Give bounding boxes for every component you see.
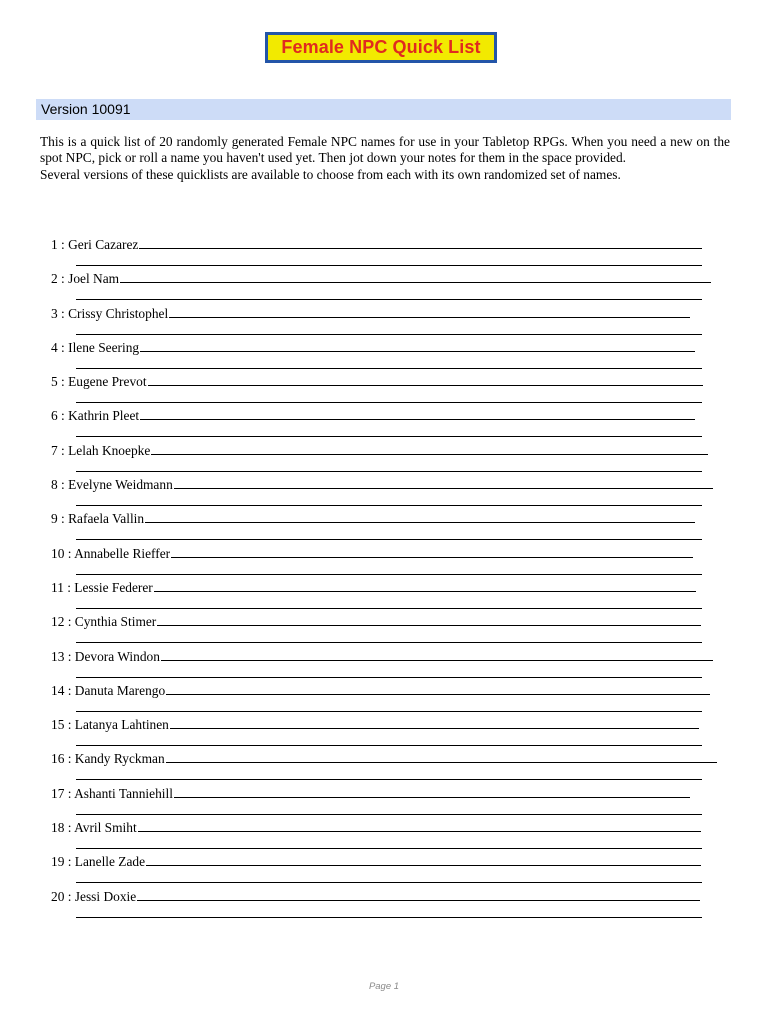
- note-line[interactable]: [161, 648, 713, 661]
- intro-paragraph-2: Several versions of these quicklists are available to choose from each with its own randomized set of names.: [40, 166, 621, 182]
- list-item: [51, 785, 731, 819]
- note-line[interactable]: [140, 407, 695, 420]
- list-item: [51, 682, 731, 716]
- list-item: [51, 579, 731, 613]
- note-line[interactable]: [76, 882, 702, 883]
- note-line[interactable]: [120, 270, 711, 283]
- npc-name: 1 : Geri Cazarez: [51, 237, 139, 252]
- npc-name: 15 : Latanya Lahtinen: [51, 717, 169, 733]
- note-line[interactable]: [76, 677, 702, 678]
- npc-name: 7 : Lelah Knoepke: [51, 442, 151, 458]
- version-bar: Version 10091: [36, 99, 731, 120]
- npc-entry-line: [51, 545, 693, 562]
- note-line[interactable]: [76, 608, 702, 609]
- note-line[interactable]: [148, 373, 703, 386]
- list-item: [51, 545, 731, 579]
- npc-entry-line: [51, 407, 695, 424]
- note-line[interactable]: [76, 745, 702, 746]
- title-box: [265, 32, 497, 63]
- list-item: [51, 648, 731, 682]
- npc-entry-line: [51, 716, 699, 733]
- list-item: [51, 339, 731, 373]
- npc-name: 6 : Kathrin Pleet: [51, 408, 140, 424]
- note-line[interactable]: [76, 779, 702, 780]
- list-item: [51, 476, 731, 510]
- npc-entry-line: [51, 236, 702, 253]
- npc-entry-line: [51, 373, 703, 390]
- note-line[interactable]: [137, 888, 700, 901]
- note-line[interactable]: [171, 545, 693, 558]
- list-item: [51, 373, 731, 407]
- note-line[interactable]: [76, 334, 702, 335]
- note-line[interactable]: [146, 853, 701, 866]
- npc-name: 18 : Avril Smiht: [51, 820, 137, 836]
- npc-name: 11 : Lessie Federer: [51, 579, 153, 595]
- list-item: [51, 407, 731, 441]
- list-item: [51, 442, 731, 476]
- note-line[interactable]: [76, 368, 702, 369]
- npc-name: 20 : Jessi Doxie: [51, 888, 137, 904]
- note-line[interactable]: [166, 682, 710, 695]
- note-line[interactable]: [174, 476, 713, 489]
- note-line[interactable]: [76, 265, 702, 266]
- list-item: [51, 853, 731, 887]
- npc-name: 10 : Annabelle Rieffer: [51, 545, 171, 561]
- intro-text: [40, 134, 730, 183]
- note-line[interactable]: [145, 510, 695, 523]
- npc-entry-line: [51, 510, 695, 527]
- note-line[interactable]: [151, 442, 708, 455]
- note-line[interactable]: [174, 785, 690, 798]
- note-line[interactable]: [76, 505, 702, 506]
- npc-entry-line: [51, 579, 696, 596]
- note-line[interactable]: [76, 814, 702, 815]
- note-line[interactable]: [76, 917, 702, 918]
- note-line[interactable]: [76, 642, 702, 643]
- list-item: [51, 613, 731, 647]
- npc-name: 5 : Eugene Prevot: [51, 374, 147, 390]
- list-item: [51, 819, 731, 853]
- list-item: [51, 888, 731, 922]
- page-number: Page 1: [368, 981, 400, 992]
- npc-entry-line: [51, 476, 713, 493]
- npc-name: 16 : Kandy Ryckman: [51, 751, 165, 767]
- note-line[interactable]: [76, 574, 702, 575]
- npc-name: 12 : Cynthia Stimer: [51, 614, 157, 630]
- npc-entry-line: [51, 750, 717, 767]
- note-line[interactable]: [76, 299, 702, 300]
- npc-entry-line: [51, 339, 695, 356]
- list-item: [51, 270, 731, 304]
- npc-entry-line: [51, 613, 701, 630]
- note-line[interactable]: [166, 750, 717, 763]
- npc-name: 8 : Evelyne Weidmann: [51, 477, 173, 493]
- intro-paragraph-1: This is a quick list of 20 randomly generated Female NPC names for use in your Tabletop RPGs. When you need a new on the spot NPC, pick or roll a name you haven't used yet. Then jot down your notes for them in the space provided.: [40, 134, 730, 166]
- note-line[interactable]: [139, 236, 702, 249]
- note-line[interactable]: [157, 613, 701, 626]
- npc-name: 14 : Danuta Marengo: [51, 682, 166, 698]
- note-line[interactable]: [76, 436, 702, 437]
- list-item: [51, 236, 731, 270]
- npc-name: 17 : Ashanti Tanniehill: [51, 785, 173, 801]
- npc-name: 4 : Ilene Seering: [51, 339, 140, 355]
- page-title: Female NPC Quick List: [281, 37, 481, 57]
- npc-name: 19 : Lanelle Zade: [51, 854, 146, 870]
- npc-entry-line: [51, 305, 690, 322]
- note-line[interactable]: [140, 339, 695, 352]
- npc-entry-line: [51, 270, 711, 287]
- npc-entry-line: [51, 819, 701, 836]
- npc-entry-line: [51, 442, 708, 459]
- list-item: [51, 510, 731, 544]
- list-item: [51, 305, 731, 339]
- note-line[interactable]: [76, 402, 702, 403]
- note-line[interactable]: [170, 716, 699, 729]
- npc-list: [51, 236, 731, 922]
- npc-name: 2 : Joel Nam: [51, 271, 120, 287]
- note-line[interactable]: [154, 579, 696, 592]
- npc-entry-line: [51, 853, 701, 870]
- note-line[interactable]: [169, 305, 690, 318]
- npc-entry-line: [51, 785, 690, 802]
- npc-name: 9 : Rafaela Vallin: [51, 511, 145, 527]
- npc-name: 13 : Devora Windon: [51, 648, 160, 664]
- note-line[interactable]: [76, 711, 702, 712]
- note-line[interactable]: [76, 848, 702, 849]
- note-line[interactable]: [138, 819, 701, 832]
- note-line[interactable]: [76, 471, 702, 472]
- list-item: [51, 750, 731, 784]
- list-item: [51, 716, 731, 750]
- npc-entry-line: [51, 682, 710, 699]
- note-line[interactable]: [76, 539, 702, 540]
- npc-entry-line: [51, 648, 713, 665]
- npc-name: 3 : Crissy Christophel: [51, 305, 169, 321]
- npc-entry-line: [51, 888, 700, 905]
